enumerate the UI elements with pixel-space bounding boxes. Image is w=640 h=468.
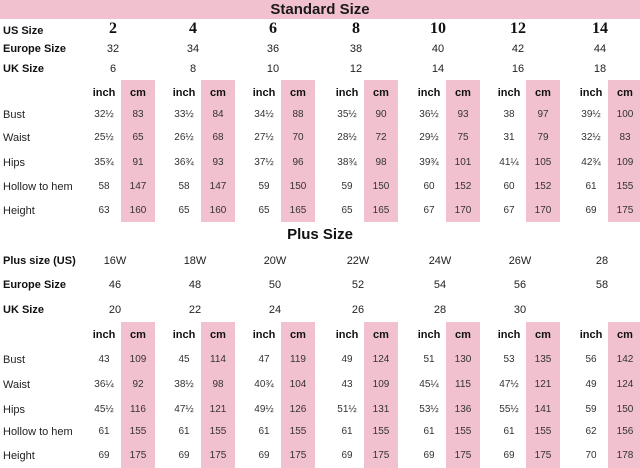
unit-inch-header: inch <box>335 329 359 341</box>
plus-us-size: 16W <box>103 255 127 267</box>
plus-eu-size: 50 <box>268 279 282 291</box>
unit-cm-header: cm <box>455 87 471 99</box>
unit-cm-header: cm <box>455 329 471 341</box>
value-inch: 31 <box>503 132 515 143</box>
value-cm: 98 <box>375 157 387 168</box>
value-cm: 175 <box>129 450 147 461</box>
value-cm: 114 <box>210 354 226 365</box>
value-inch: 47½ <box>499 379 519 390</box>
unit-cm-header: cm <box>130 87 146 99</box>
value-inch: 28½ <box>337 132 357 143</box>
value-cm: 155 <box>289 426 307 437</box>
value-inch: 61 <box>423 426 435 437</box>
value-inch: 69 <box>423 450 435 461</box>
value-cm: 155 <box>454 426 472 437</box>
cm-column-highlight <box>121 80 155 222</box>
value-inch: 36½ <box>419 109 439 120</box>
value-inch: 43 <box>98 354 110 365</box>
cm-column-highlight <box>446 322 480 468</box>
standard-size-banner: Standard Size <box>0 0 640 19</box>
value-cm: 165 <box>289 205 307 216</box>
value-inch: 37½ <box>254 157 274 168</box>
value-cm: 93 <box>457 109 469 120</box>
value-inch: 67 <box>503 205 515 216</box>
unit-inch-header: inch <box>252 329 276 341</box>
value-inch: 35½ <box>337 109 357 120</box>
value-inch: 45 <box>178 354 190 365</box>
value-cm: 83 <box>132 109 144 120</box>
value-cm: 105 <box>534 157 552 168</box>
value-cm: 175 <box>289 450 307 461</box>
value-cm: 109 <box>129 354 147 365</box>
standard-us-size: 14 <box>592 20 608 37</box>
value-cm: 155 <box>129 426 147 437</box>
value-cm: 116 <box>130 404 146 415</box>
plus-eu-size: 56 <box>513 279 527 291</box>
unit-inch-header: inch <box>417 329 441 341</box>
value-inch: 39¾ <box>419 157 439 168</box>
value-inch: 49½ <box>254 404 274 415</box>
value-cm: 175 <box>616 205 634 216</box>
value-inch: 35¾ <box>94 157 114 168</box>
value-inch: 67 <box>423 205 435 216</box>
plus-us-size: 26W <box>508 255 532 267</box>
value-inch: 45¼ <box>419 379 439 390</box>
unit-inch-header: inch <box>172 329 196 341</box>
value-inch: 47½ <box>174 404 194 415</box>
measurement-label: Hips <box>3 404 26 416</box>
standard-uk-size: 18 <box>593 63 607 75</box>
cm-column-highlight <box>201 80 235 222</box>
cm-column-highlight <box>608 80 640 222</box>
unit-cm-header: cm <box>210 329 226 341</box>
value-cm: 79 <box>537 132 549 143</box>
plus-us-size: 28 <box>595 255 609 267</box>
standard-us-size: 12 <box>510 20 526 37</box>
unit-inch-header: inch <box>579 329 603 341</box>
value-inch: 27½ <box>254 132 274 143</box>
size-row-label: US Size <box>3 25 44 37</box>
value-cm: 100 <box>616 109 634 120</box>
value-cm: 156 <box>616 426 634 437</box>
plus-eu-size: 46 <box>108 279 122 291</box>
value-inch: 70 <box>585 450 597 461</box>
value-cm: 119 <box>290 354 306 365</box>
value-cm: 150 <box>289 181 307 192</box>
cm-column-highlight <box>446 80 480 222</box>
value-cm: 152 <box>454 181 472 192</box>
value-inch: 59 <box>258 181 270 192</box>
measurement-label: Hollow to hem <box>3 181 73 193</box>
value-cm: 155 <box>372 426 390 437</box>
value-inch: 36¼ <box>94 379 114 390</box>
cm-column-highlight <box>364 322 398 468</box>
plus-uk-size: 26 <box>351 304 365 316</box>
standard-eu-size: 42 <box>511 43 525 55</box>
value-inch: 69 <box>98 450 110 461</box>
value-inch: 63 <box>98 205 110 216</box>
unit-cm-header: cm <box>210 87 226 99</box>
value-inch: 61 <box>98 426 110 437</box>
value-cm: 92 <box>132 379 144 390</box>
value-cm: 147 <box>129 181 147 192</box>
measurement-label: Waist <box>3 379 31 391</box>
value-cm: 131 <box>372 404 390 415</box>
value-inch: 60 <box>423 181 435 192</box>
value-inch: 61 <box>258 426 270 437</box>
value-inch: 69 <box>258 450 270 461</box>
value-cm: 72 <box>375 132 387 143</box>
value-inch: 51½ <box>337 404 357 415</box>
value-cm: 97 <box>537 109 549 120</box>
value-cm: 175 <box>534 450 552 461</box>
standard-us-size: 4 <box>189 20 197 37</box>
cm-column-highlight <box>281 322 315 468</box>
value-cm: 155 <box>209 426 227 437</box>
standard-uk-size: 10 <box>266 63 280 75</box>
value-cm: 96 <box>292 157 304 168</box>
unit-inch-header: inch <box>335 87 359 99</box>
value-inch: 33½ <box>174 109 194 120</box>
standard-uk-size: 12 <box>349 63 363 75</box>
value-inch: 25½ <box>94 132 114 143</box>
standard-eu-size: 40 <box>431 43 445 55</box>
value-cm: 98 <box>212 379 224 390</box>
standard-us-size: 10 <box>430 20 446 37</box>
value-inch: 38¾ <box>337 157 357 168</box>
value-inch: 69 <box>585 205 597 216</box>
standard-uk-size: 16 <box>511 63 525 75</box>
value-inch: 34½ <box>254 109 274 120</box>
value-inch: 69 <box>503 450 515 461</box>
value-inch: 59 <box>585 404 597 415</box>
value-inch: 42¾ <box>581 157 601 168</box>
cm-column-highlight <box>608 322 640 468</box>
measurement-label: Bust <box>3 354 26 366</box>
value-cm: 115 <box>455 379 471 390</box>
value-inch: 38 <box>503 109 515 120</box>
value-cm: 175 <box>454 450 472 461</box>
standard-eu-size: 38 <box>349 43 363 55</box>
plus-eu-size: 54 <box>433 279 447 291</box>
value-inch: 43 <box>341 379 353 390</box>
value-cm: 175 <box>372 450 390 461</box>
value-inch: 56 <box>585 354 597 365</box>
value-cm: 121 <box>209 404 227 415</box>
value-cm: 126 <box>289 404 307 415</box>
value-inch: 51 <box>423 354 435 365</box>
value-cm: 101 <box>454 157 472 168</box>
standard-uk-size: 8 <box>189 63 197 75</box>
plus-eu-size: 58 <box>595 279 609 291</box>
value-inch: 69 <box>178 450 190 461</box>
value-cm: 141 <box>534 404 552 415</box>
standard-eu-size: 34 <box>186 43 200 55</box>
plus-us-size: 18W <box>183 255 207 267</box>
unit-cm-header: cm <box>373 87 389 99</box>
plus-uk-size: 20 <box>108 304 122 316</box>
value-inch: 45½ <box>94 404 114 415</box>
value-cm: 142 <box>616 354 634 365</box>
value-inch: 38½ <box>174 379 194 390</box>
unit-cm-header: cm <box>617 87 633 99</box>
unit-cm-header: cm <box>535 329 551 341</box>
value-cm: 175 <box>209 450 227 461</box>
value-cm: 178 <box>616 450 634 461</box>
value-cm: 135 <box>534 354 552 365</box>
value-inch: 40¾ <box>254 379 274 390</box>
value-cm: 155 <box>616 181 634 192</box>
value-cm: 124 <box>372 354 390 365</box>
plus-size-title: Plus Size <box>287 226 353 243</box>
value-inch: 61 <box>178 426 190 437</box>
value-cm: 170 <box>534 205 552 216</box>
value-inch: 32½ <box>94 109 114 120</box>
cm-column-highlight <box>281 80 315 222</box>
value-cm: 88 <box>292 109 304 120</box>
value-cm: 170 <box>454 205 472 216</box>
plus-us-size: 22W <box>346 255 370 267</box>
size-row-label: Europe Size <box>3 43 66 55</box>
standard-us-size: 8 <box>352 20 360 37</box>
standard-eu-size: 36 <box>266 43 280 55</box>
value-inch: 62 <box>585 426 597 437</box>
cm-column-highlight <box>121 322 155 468</box>
value-cm: 84 <box>212 109 224 120</box>
value-inch: 58 <box>178 181 190 192</box>
measurement-label: Height <box>3 450 35 462</box>
plus-uk-size: 28 <box>433 304 447 316</box>
value-inch: 29½ <box>419 132 439 143</box>
value-cm: 136 <box>454 404 472 415</box>
value-cm: 124 <box>616 379 634 390</box>
cm-column-highlight <box>201 322 235 468</box>
unit-inch-header: inch <box>172 87 196 99</box>
value-cm: 68 <box>212 132 224 143</box>
plus-uk-size: 30 <box>513 304 527 316</box>
value-inch: 36¾ <box>174 157 194 168</box>
unit-inch-header: inch <box>417 87 441 99</box>
cm-column-highlight <box>364 80 398 222</box>
plus-eu-size: 48 <box>188 279 202 291</box>
value-cm: 160 <box>209 205 227 216</box>
value-inch: 61 <box>503 426 515 437</box>
value-inch: 59 <box>341 181 353 192</box>
plus-uk-size: 22 <box>188 304 202 316</box>
unit-cm-header: cm <box>290 329 306 341</box>
value-inch: 53 <box>503 354 515 365</box>
value-inch: 61 <box>585 181 597 192</box>
unit-cm-header: cm <box>290 87 306 99</box>
size-row-label: UK Size <box>3 304 44 316</box>
standard-eu-size: 44 <box>593 43 607 55</box>
value-inch: 55½ <box>499 404 519 415</box>
cm-column-highlight <box>526 322 560 468</box>
unit-inch-header: inch <box>497 87 521 99</box>
measurement-label: Waist <box>3 132 31 144</box>
size-row-label: Plus size (US) <box>3 255 76 267</box>
value-cm: 83 <box>619 132 631 143</box>
value-cm: 70 <box>292 132 304 143</box>
unit-inch-header: inch <box>497 329 521 341</box>
standard-uk-size: 6 <box>109 63 117 75</box>
value-inch: 26½ <box>174 132 194 143</box>
value-cm: 165 <box>372 205 390 216</box>
value-inch: 65 <box>178 205 190 216</box>
unit-cm-header: cm <box>535 87 551 99</box>
value-cm: 104 <box>289 379 307 390</box>
value-inch: 69 <box>341 450 353 461</box>
value-cm: 150 <box>372 181 390 192</box>
value-cm: 155 <box>534 426 552 437</box>
value-inch: 65 <box>258 205 270 216</box>
plus-eu-size: 52 <box>351 279 365 291</box>
value-inch: 53½ <box>419 404 439 415</box>
measurement-label: Hips <box>3 157 26 169</box>
cm-column-highlight <box>526 80 560 222</box>
unit-inch-header: inch <box>579 87 603 99</box>
measurement-label: Hollow to hem <box>3 426 73 438</box>
plus-us-size: 20W <box>263 255 287 267</box>
value-cm: 90 <box>375 109 387 120</box>
size-row-label: Europe Size <box>3 279 66 291</box>
standard-us-size: 6 <box>269 20 277 37</box>
unit-cm-header: cm <box>130 329 146 341</box>
value-cm: 152 <box>534 181 552 192</box>
value-inch: 60 <box>503 181 515 192</box>
unit-inch-header: inch <box>252 87 276 99</box>
plus-uk-size: 24 <box>268 304 282 316</box>
value-cm: 150 <box>616 404 634 415</box>
unit-inch-header: inch <box>92 329 116 341</box>
unit-cm-header: cm <box>617 329 633 341</box>
value-inch: 39½ <box>581 109 601 120</box>
value-cm: 65 <box>132 132 144 143</box>
plus-us-size: 24W <box>428 255 452 267</box>
value-inch: 58 <box>98 181 110 192</box>
measurement-label: Height <box>3 205 35 217</box>
standard-us-size: 2 <box>109 20 117 37</box>
value-cm: 109 <box>372 379 390 390</box>
value-cm: 147 <box>209 181 227 192</box>
value-cm: 160 <box>129 205 147 216</box>
value-inch: 61 <box>341 426 353 437</box>
size-row-label: UK Size <box>3 63 44 75</box>
standard-eu-size: 32 <box>106 43 120 55</box>
value-inch: 49 <box>585 379 597 390</box>
value-inch: 65 <box>341 205 353 216</box>
unit-inch-header: inch <box>92 87 116 99</box>
value-cm: 109 <box>616 157 634 168</box>
value-cm: 121 <box>534 379 552 390</box>
value-inch: 41¼ <box>499 157 519 168</box>
value-cm: 130 <box>454 354 472 365</box>
value-inch: 47 <box>258 354 270 365</box>
standard-uk-size: 14 <box>431 63 445 75</box>
measurement-label: Bust <box>3 109 26 121</box>
value-inch: 32½ <box>581 132 601 143</box>
value-cm: 75 <box>457 132 469 143</box>
value-cm: 91 <box>132 157 144 168</box>
value-cm: 93 <box>212 157 224 168</box>
unit-cm-header: cm <box>373 329 389 341</box>
value-inch: 49 <box>341 354 353 365</box>
